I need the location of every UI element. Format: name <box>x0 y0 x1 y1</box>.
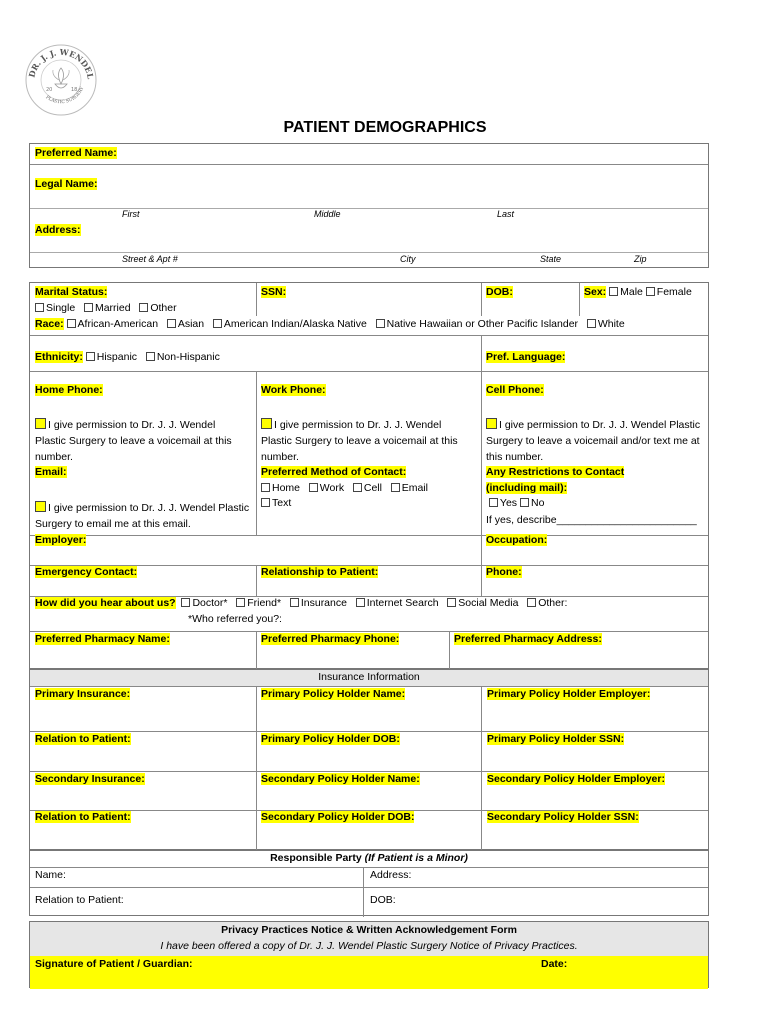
hear-other-checkbox[interactable] <box>527 598 536 607</box>
hear-friend-checkbox[interactable] <box>236 598 245 607</box>
last-caption: Last <box>497 209 515 219</box>
restrictions-yes-checkbox[interactable] <box>489 498 498 507</box>
responsible-relation-label: Relation to Patient: <box>35 894 124 906</box>
hear-social-checkbox[interactable] <box>447 598 456 607</box>
privacy-header: Privacy Practices Notice & Written Acknowledgement Form <box>221 924 517 936</box>
married-checkbox[interactable] <box>84 303 93 312</box>
restrictions-describe: If yes, describe________________________ <box>486 514 697 526</box>
male-checkbox[interactable] <box>609 287 618 296</box>
pharmacy-name-label: Preferred Pharmacy Name: <box>35 633 170 645</box>
svg-text:18: 18 <box>71 87 78 93</box>
emergency-contact-label: Emergency Contact: <box>35 566 138 578</box>
home-phone-label: Home Phone: <box>35 384 103 396</box>
cell-phone-label: Cell Phone: <box>486 384 544 396</box>
home-voicemail-checkbox[interactable] <box>35 418 46 429</box>
single-checkbox[interactable] <box>35 303 44 312</box>
cell-voicemail-checkbox[interactable] <box>486 418 497 429</box>
secondary-holder-ssn-label: Secondary Policy Holder SSN: <box>487 811 639 823</box>
race-field: Race: African-American Asian American Indian/Alaska Native Native Hawaiian or Other Pacific Islander White <box>35 318 625 330</box>
secondary-holder-dob-label: Secondary Policy Holder DOB: <box>261 811 415 823</box>
signature-date-label: Date: <box>541 958 568 970</box>
primary-holder-employer-label: Primary Policy Holder Employer: <box>487 688 651 700</box>
referral-source-field: How did you hear about us? Doctor* Friend* Insurance Internet Search Social Media Other: <box>35 597 568 609</box>
primary-holder-name-label: Primary Policy Holder Name: <box>261 688 406 700</box>
relationship-label: Relationship to Patient: <box>261 566 379 578</box>
emergency-phone-label: Phone: <box>486 566 522 578</box>
address-label: Address: <box>35 224 81 236</box>
cell-voicemail-permission: I give permission to Dr. J. J. Wendel Plastic Surgery to leave a voicemail and/or text me at this number. <box>486 419 701 463</box>
marital-status-label: Marital Status: <box>35 286 108 298</box>
legal-name-label: Legal Name: <box>35 178 98 190</box>
contact-work-checkbox[interactable] <box>309 483 318 492</box>
contact-options: Home Work Cell Email <box>261 482 428 494</box>
pharmacy-phone-label: Preferred Pharmacy Phone: <box>261 633 400 645</box>
ssn-label: SSN: <box>261 286 287 298</box>
race-checkbox-4[interactable] <box>376 319 385 328</box>
who-referred-label: *Who referred you?: <box>188 613 282 625</box>
pharmacy-address-label: Preferred Pharmacy Address: <box>454 633 602 645</box>
restrictions-label: Any Restrictions to Contact <box>486 466 625 478</box>
personal-info-section <box>29 282 709 669</box>
contact-text-option: Text <box>261 497 291 509</box>
contact-email-checkbox[interactable] <box>391 483 400 492</box>
privacy-notice: I have been offered a copy of Dr. J. J. Wendel Plastic Surgery Notice of Privacy Practices. <box>160 940 578 952</box>
state-caption: State <box>540 254 562 264</box>
non-hispanic-checkbox[interactable] <box>146 352 155 361</box>
secondary-holder-name-label: Secondary Policy Holder Name: <box>261 773 420 785</box>
work-voicemail-permission: I give permission to Dr. J. J. Wendel Plastic Surgery to leave a voicemail at this number. <box>261 419 458 463</box>
secondary-insurance-label: Secondary Insurance: <box>35 773 145 785</box>
primary-relation-label: Relation to Patient: <box>35 733 131 745</box>
ethnicity-field: Ethnicity: Hispanic Non-Hispanic <box>35 351 220 363</box>
work-voicemail-checkbox[interactable] <box>261 418 272 429</box>
secondary-holder-employer-label: Secondary Policy Holder Employer: <box>487 773 665 785</box>
preferred-contact-label: Preferred Method of Contact: <box>261 466 407 478</box>
dob-label: DOB: <box>486 286 513 298</box>
first-caption: First <box>122 209 140 219</box>
practice-logo <box>22 40 100 118</box>
employer-label: Employer: <box>35 534 87 546</box>
sex-field: Sex: Male Female <box>584 286 692 298</box>
email-permission-checkbox[interactable] <box>35 501 46 512</box>
street-caption: Street & Apt # <box>122 254 178 264</box>
hear-doctor-checkbox[interactable] <box>181 598 190 607</box>
responsible-name-label: Name: <box>35 869 66 881</box>
middle-caption: Middle <box>314 209 341 219</box>
city-caption: City <box>400 254 416 264</box>
email-label: Email: <box>35 466 67 478</box>
responsible-address-label: Address: <box>370 869 412 881</box>
signature-label: Signature of Patient / Guardian: <box>35 958 193 970</box>
secondary-relation-label: Relation to Patient: <box>35 811 131 823</box>
svg-text:20: 20 <box>46 87 53 93</box>
page-title: PATIENT DEMOGRAPHICS <box>283 119 487 136</box>
race-checkbox-2[interactable] <box>167 319 176 328</box>
preferred-name-label: Preferred Name: <box>35 147 117 159</box>
svg-text:PLASTIC SURGERY: PLASTIC SURGERY <box>44 86 86 106</box>
privacy-section <box>29 921 709 988</box>
hear-internet-checkbox[interactable] <box>356 598 365 607</box>
occupation-label: Occupation: <box>486 534 548 546</box>
marital-options: Single Married Other <box>35 302 177 314</box>
work-phone-label: Work Phone: <box>261 384 326 396</box>
primary-holder-ssn-label: Primary Policy Holder SSN: <box>487 733 625 745</box>
race-checkbox-5[interactable] <box>587 319 596 328</box>
contact-text-checkbox[interactable] <box>261 498 270 507</box>
restrictions-no-checkbox[interactable] <box>520 498 529 507</box>
insurance-section <box>29 669 709 850</box>
responsible-party-header: Responsible Party (If Patient is a Minor) <box>270 852 468 864</box>
name-address-section <box>29 143 709 268</box>
restrictions-options: Yes No <box>486 497 544 509</box>
email-permission: I give permission to Dr. J. J. Wendel Plastic Surgery to email me at this email. <box>35 502 250 530</box>
contact-cell-checkbox[interactable] <box>353 483 362 492</box>
contact-home-checkbox[interactable] <box>261 483 270 492</box>
other-checkbox[interactable] <box>139 303 148 312</box>
primary-holder-dob-label: Primary Policy Holder DOB: <box>261 733 400 745</box>
svg-text:DR. J. J. WENDEL: DR. J. J. WENDEL <box>26 46 96 80</box>
restrictions-label-2: (including mail): <box>486 482 568 494</box>
female-checkbox[interactable] <box>646 287 655 296</box>
responsible-party-section <box>29 850 709 916</box>
pref-language-label: Pref. Language: <box>486 351 566 363</box>
zip-caption: Zip <box>634 254 647 264</box>
hear-insurance-checkbox[interactable] <box>290 598 299 607</box>
insurance-header: Insurance Information <box>318 671 420 683</box>
home-voicemail-permission: I give permission to Dr. J. J. Wendel Plastic Surgery to leave a voicemail at this number. <box>35 419 232 463</box>
primary-insurance-label: Primary Insurance: <box>35 688 131 700</box>
race-checkbox-3[interactable] <box>213 319 222 328</box>
responsible-dob-label: DOB: <box>370 894 396 906</box>
race-checkbox-1[interactable] <box>67 319 76 328</box>
hispanic-checkbox[interactable] <box>86 352 95 361</box>
